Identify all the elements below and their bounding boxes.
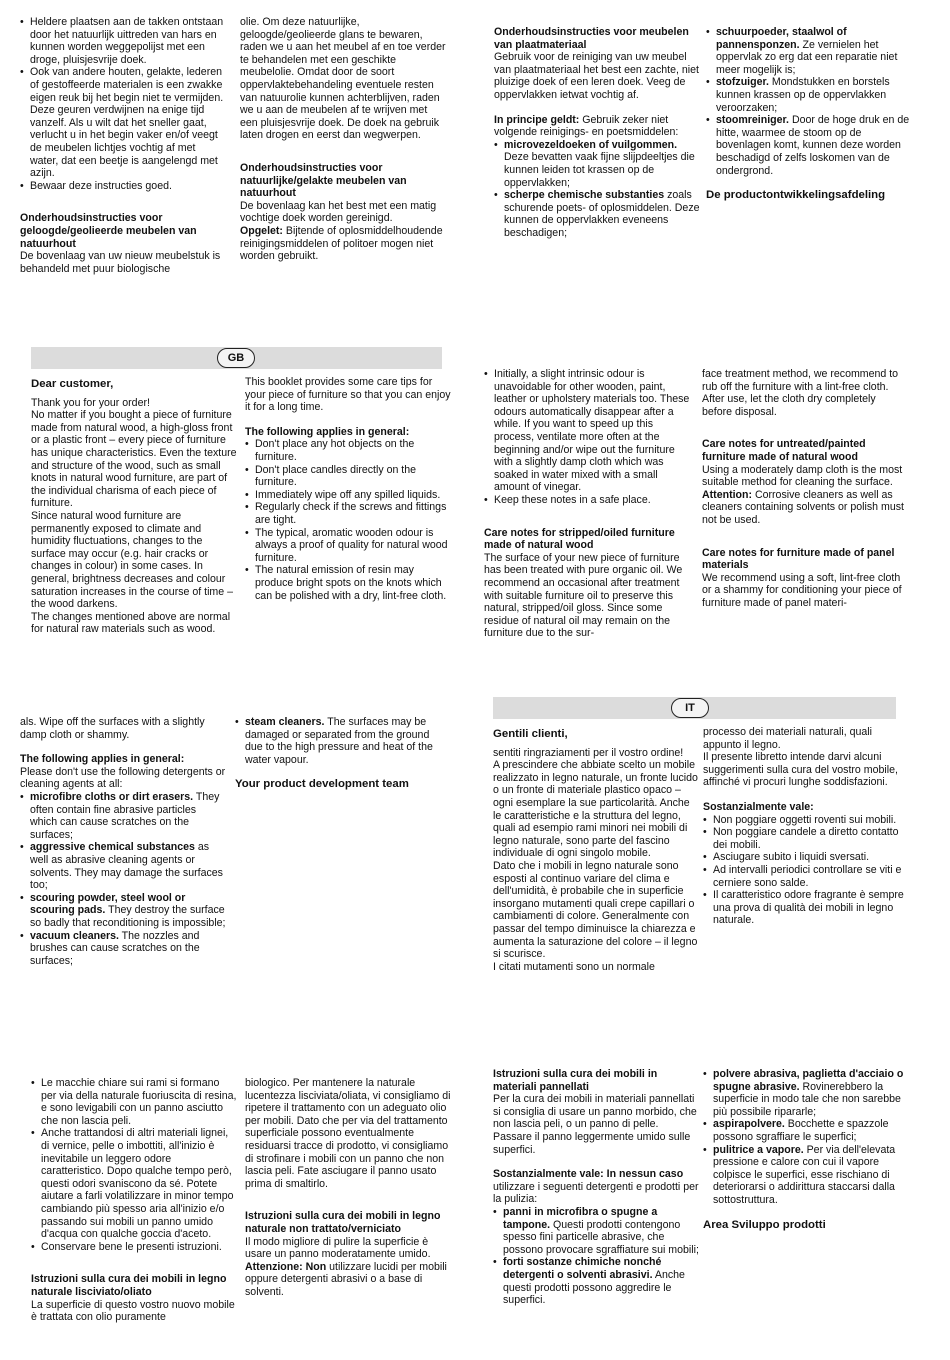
list-item-text: Keep these notes in a safe place.: [494, 493, 651, 506]
list-item-text: Conservare bene le presenti istruzioni.: [41, 1240, 222, 1253]
paragraph: Il presente libretto intende darvi alcuni suggerimenti sulla cura del vostro mobile, affinché vi procuri lunghe soddisfazioni.: [703, 751, 898, 789]
list-item-bold: steam cleaners.: [245, 716, 325, 728]
section-heading: Care notes for stripped/oiled furniture made of natural wood: [484, 526, 675, 552]
list-item-text: Ook van andere houten, gelakte, lederen of gestoffeerde materialen is een zwakke eigen reuk bij het begin niet te vermijden. Deze geuren verdwijnen na enige tijd vanzelf. Als u wilt dat het sneller gaat, verlucht u in het begin vaker en/of veegt de meubelen lichtjes vochtig af met water, dat een beetje is aangelengd met azijn.: [30, 66, 224, 180]
list-item-text: Le macchie chiare sui rami si formano per via della naturale fuoriuscita di resina, e sono levigabili con un panno asciutto che non lascia peli.: [41, 1077, 237, 1127]
list-item: [494, 139, 700, 189]
list-item-text: Anche questi prodotti possono aggredire le superfici.: [503, 1268, 685, 1307]
it-p3-col2: [703, 1068, 909, 1231]
section-heading: The following applies in general:: [245, 425, 410, 438]
list-item-text: The typical, aromatic wooden odour is always a proof of quality for natural wood furniture.: [255, 526, 448, 564]
paragraph-text: utilizzare i seguenti detergenti e prodotti per la pulizia:: [493, 1180, 699, 1206]
list-item: [20, 791, 226, 841]
section-heading: Onderhoudsinstructies voor natuurlijke/gelakte meubelen van natuurhout: [240, 161, 407, 200]
paragraph: sentiti ringraziamenti per il vostro ordine!: [493, 746, 684, 759]
paragraph: Please don't use the following detergents or cleaning agents at all:: [20, 765, 226, 791]
bullet-list: [20, 16, 226, 192]
list-item-text: Bewaar deze instructies goed.: [30, 179, 172, 192]
paragraph: This booklet provides some care tips for your piece of furniture so that you can enjoy it for a long time.: [245, 376, 451, 414]
list-item-bold: forti sostanze chimiche nonché detergenti o solventi abrasivi.: [503, 1256, 662, 1281]
spacer: [245, 1190, 451, 1210]
greeting: Gentili clienti,: [493, 728, 568, 740]
spacer: [703, 789, 909, 801]
list-item: [20, 16, 226, 66]
list-item-bold: stofzuiger.: [716, 76, 769, 89]
list-item: [706, 26, 912, 76]
list-item-text: Il caratteristico odore fragrante è sempre una prova di qualità dei mobili in legno naturale.: [713, 889, 904, 927]
list-item: [31, 1077, 237, 1127]
list-item-text: Non poggiare oggetti roventi sui mobili.: [713, 813, 897, 826]
bullet-list: [31, 1077, 237, 1253]
paragraph-bold: Opgelet:: [240, 224, 283, 237]
list-item-text: Deze bevatten vaak fijne slijpdeeltjes die kunnen leiden tot krassen op de oppervlakken;: [504, 151, 695, 189]
list-item: [245, 464, 451, 489]
list-item-text: The natural emission of resin may produce bright spots on the knots which can be polished with a dry, lint-free cloth.: [255, 564, 447, 602]
list-item-text: Don't place candles directly on the furniture.: [255, 463, 417, 489]
list-item-text: Heldere plaatsen aan de takken ontstaan door het natuurlijk uittreden van hars en kunnen worden weggepolijst met een droge, pluisjesvrije doek.: [30, 16, 224, 66]
paragraph: Per la cura dei mobili in materiali pannellati si consiglia di usare un panno morbido, che non lascia peli, o un panno di pelle. Passare il panno leggermente umido sulle superfici.: [493, 1093, 697, 1156]
paragraph: face treatment method, we recommend to rub off the furniture with a lint-free cloth. After use, let the cloth dry completely before disposal.: [702, 368, 899, 418]
paragraph-text: Corrosive cleaners as well as cleaners containing solvents or polish must not be used.: [702, 488, 904, 526]
spacer: [494, 102, 700, 114]
spacer: [702, 418, 908, 438]
gb-p1-col1: [31, 376, 237, 636]
paragraph-bold: In principe geldt:: [494, 113, 580, 126]
paragraph: De bovenlaag kan het best met een matig vochtige doek worden gereinigd.: [240, 199, 437, 225]
list-item: [20, 930, 226, 968]
gb-p3-col1: [20, 716, 226, 967]
list-item: [703, 826, 909, 851]
paragraph: Since natural wood furniture are permanently exposed to climate and humidity fluctuations, changes to the surface may occur (e.g. hair cracks or changes in colour) in some cases. In general, brightness decreases and colour saturation increases in the course of time – the wood darkens.: [31, 509, 233, 611]
list-item-text: Non poggiare candele a diretto contatto dei mobili.: [713, 826, 899, 851]
list-item: [494, 189, 700, 239]
it-p1-col2: [703, 726, 909, 927]
list-item: [484, 494, 690, 507]
list-item-text: Regularly check if the screws and fittings are tight.: [255, 501, 447, 526]
bullet-list: [20, 791, 226, 967]
paragraph-bold: Attenzione: Non: [245, 1260, 327, 1273]
list-item: [31, 1127, 237, 1240]
it-p2-col1: [31, 1077, 237, 1324]
list-item-text: Don't place any hot objects on the furniture.: [255, 438, 415, 463]
signature: De productontwikkelingsafdeling: [706, 189, 886, 202]
list-item: [20, 841, 226, 891]
list-item-bold: microvezeldoeken of vuilgommen.: [504, 138, 678, 151]
list-item-text: Questi prodotti contengono spesso fini particelle abrasive, che possono provocare sgraffiature sui mobili;: [503, 1218, 699, 1256]
it-p3-col1: [493, 1068, 699, 1307]
spacer: [31, 1253, 237, 1273]
list-item-bold: scherpe chemische substanties: [504, 189, 665, 202]
list-item: [703, 1068, 909, 1118]
nl-p2-col2: [706, 26, 912, 202]
section-heading: Istruzioni sulla cura dei mobili in materiali pannellati: [493, 1068, 658, 1093]
list-item-bold: scouring powder, steel wool or scouring pads.: [30, 891, 186, 917]
list-item: [245, 564, 451, 602]
list-item: [703, 814, 909, 827]
list-item-text: Bocchette e spazzole possono sgraffiare le superfici;: [713, 1118, 889, 1143]
spacer: [703, 1207, 909, 1219]
spacer: [706, 177, 912, 189]
paragraph: [240, 225, 446, 263]
section-heading: Onderhoudsinstructies voor meubelen van plaatmateriaal: [494, 26, 689, 51]
list-item-bold: aggressive chemical substances: [30, 841, 195, 854]
signature: Area Sviluppo prodotti: [703, 1218, 826, 1231]
list-item-text: Immediately wipe off any spilled liquids.: [255, 488, 441, 501]
gb-p2-col1: [484, 368, 690, 640]
list-item: [706, 114, 912, 177]
list-item-bold: stoomreiniger.: [716, 114, 789, 127]
section-heading: Care notes for furniture made of panel materials: [702, 546, 895, 572]
section-heading: Istruzioni sulla cura dei mobili in legno naturale lisciviato/oliato: [31, 1273, 227, 1298]
list-item: [493, 1256, 699, 1306]
paragraph: [245, 1261, 451, 1299]
list-item: [245, 438, 451, 463]
section-heading: Istruzioni sulla cura dei mobili in legno naturale non trattato/verniciato: [245, 1210, 441, 1235]
it-language-band: [493, 697, 896, 719]
list-item: [493, 1206, 699, 1256]
nl-p1-col2: [240, 16, 446, 263]
list-item-text: zoals schurende poets- of oplosmiddelen. Deze kunnen de oppervlakken eveneens beschadigen;: [504, 189, 700, 239]
paragraph: [494, 114, 700, 139]
spacer: [245, 414, 451, 426]
section-heading: The following applies in general:: [20, 753, 185, 766]
paragraph: No matter if you bought a piece of furniture made from natural wood, a high-gloss front or a plastic front – every piece of furniture has unique characteristics. Even the texture and structure of the wood, such as small knots in natural wood furniture, are part of the individual charisma of each piece of furniture.: [31, 409, 237, 510]
paragraph: Dato che i mobili in legno naturale sono esposti al continuo variare del clima e dell'umidità, è probabile che in superficie insorgano mutamenti quali crepe capillari o cambiamenti di colore. Generalmente con passar del tempo diminuisce la chiarezza e aumenta la saturazione del colore – il legno si scurisce.: [493, 859, 698, 961]
list-item: [703, 1118, 909, 1143]
spacer: [493, 1156, 699, 1168]
paragraph-bold: Attention:: [702, 488, 753, 501]
paragraph: I citati mutamenti sono un normale: [493, 960, 655, 973]
paragraph: The surface of your new piece of furniture has been treated with pure organic oil. We recommend an occasional after treatment with suitable furniture oil to preserve this natural, stripped/oil gloss. Since some residue of natural oil may remain on the furniture due to the sur-: [484, 551, 683, 640]
paragraph: olie. Om deze natuurlijke, geloogde/geolieerde glans te bewaren, raden we u aan het meubel af en toe verder te behandelen met een geschikte meubelolie. Omdat door de soort oppervlaktebehandeling eventuele resten van natuurolie kunnen achterblijven, raden we u aan de meubelen af te wrijven met een pluisjesvrije doek. De doek na gebruik laten drogen en eerst dan wegwerpen.: [240, 16, 446, 142]
list-item-text: The surfaces may be damaged or separated from the ground due to the high pressure and heat of the water vapour.: [245, 716, 433, 766]
list-item-text: Mondstukken en borstels kunnen krassen op de oppervlakken veroorzaken;: [716, 76, 890, 114]
nl-p1-col1: [20, 16, 226, 275]
section-heading: Care notes for untreated/painted furniture made of natural wood: [702, 438, 866, 463]
paragraph: De bovenlaag van uw nieuw meubelstuk is behandeld met puur biologische: [20, 250, 221, 275]
bullet-list: [706, 26, 912, 177]
bullet-list: [484, 368, 690, 507]
nl-p2-col1: [494, 26, 700, 240]
bullet-list: [494, 139, 700, 240]
list-item: [245, 501, 451, 526]
section-heading: Onderhoudsinstructies voor geloogde/geolieerde meubelen van natuurhout: [20, 212, 197, 250]
list-item-text: Door de hoge druk en de hitte, waarmee de stoom op de bovenlagen komt, kunnen deze worden beschadigd of zelfs loskomen van de ondergrond.: [716, 114, 910, 177]
list-item-text: Initially, a slight intrinsic odour is unavoidable for other wooden, paint, leather or upholstery materials too. These odours automatically disappear after a while. If you want to speed up this process, ventilate more often at the beginning and/or wipe out the furniture with a slightly damp cloth which was soaked in water mixed with a small amount of vinegar.: [494, 368, 690, 494]
list-item: [706, 76, 912, 114]
list-item-text: as well as abrasive cleaning agents or solvents. They may damage the surfaces too;: [30, 841, 223, 892]
paragraph-text: utilizzare lucidi per mobili oppure detergenti abrasivi o a base di solventi.: [245, 1260, 447, 1298]
paragraph: als. Wipe off the surfaces with a slightly damp cloth or shammy.: [20, 716, 205, 741]
signature: Your product development team: [235, 778, 409, 791]
list-item: [703, 889, 909, 927]
paragraph: The changes mentioned above are normal for natural raw materials such as wood.: [31, 610, 231, 636]
greeting: Dear customer,: [31, 378, 114, 390]
paragraph: A prescindere che abbiate scelto un mobile realizzato in legno naturale, un fronte lucido o un fronte di materiale plastico opaco – ogni esemplare la sue particolarità. Anche le caratteristiche e la struttura del legno, quali ad esempio rami minori nei mobili di legno naturale, sono parte del fascino individuale di ogni singolo mobile.: [493, 759, 698, 860]
list-item-bold: panni in microfibra o spugne a tampone.: [503, 1205, 658, 1231]
gb-language-band: [31, 347, 442, 369]
list-item: [703, 1144, 909, 1207]
gb-p3-col2: [235, 716, 441, 791]
list-item: [703, 864, 909, 889]
paragraph: We recommend using a soft, lint-free cloth or a shammy for conditioning your piece of furniture made of panel materi-: [702, 571, 902, 609]
list-item: [245, 489, 451, 502]
list-item-text: They destroy the surface so badly that reconditioning is impossible;: [30, 904, 226, 929]
list-item-bold: aspirapolvere.: [713, 1118, 785, 1131]
list-item-text: Anche trattandosi di altri materiali lignei, di vernice, pelle o imbottiti, all'inizio è inevitabile un leggero odore caratteristico. Dopo qualche tempo però, questi odori svaniscono da sé. Potete aiutare a farli volatilizzare in minor tempo cambiando più spesso aria all'inizio e/o passando sui mobili un panno umido d'acqua con qualche goccia d'aceto.: [41, 1127, 234, 1241]
paragraph: La superficie di questo vostro nuovo mobile è trattata con olio puramente: [31, 1298, 235, 1324]
list-item-text: Ze vernielen het oppervlak zo erg dat een reparatie niet meer mogelijk is;: [716, 38, 898, 76]
gb-language-badge: GB: [217, 348, 255, 368]
bullet-list: [703, 1068, 909, 1207]
list-item: [235, 716, 441, 766]
gb-p2-col2: [702, 368, 908, 610]
bullet-list: [245, 438, 451, 602]
list-item: [20, 66, 226, 179]
paragraph-bold: Sostanzialmente vale: In nessun caso: [493, 1168, 684, 1181]
paragraph-text: Bijtende of oplosmiddelhoudende reinigingsmiddelen of politoer mogen niet worden gebruikt.: [240, 224, 443, 263]
paragraph: Il modo migliore di pulire la superficie è usare un panno moderatamente umido.: [245, 1235, 431, 1261]
section-heading: Sostanzialmente vale:: [703, 800, 814, 813]
list-item-text: Ad intervalli periodici controllare se viti e cerniere sono salde.: [713, 863, 902, 889]
paragraph: [702, 489, 908, 527]
list-item-bold: pulitrice a vapore.: [713, 1143, 804, 1156]
list-item-text: Asciugare subito i liquidi sversati.: [713, 851, 870, 864]
paragraph: [493, 1168, 699, 1206]
spacer: [484, 507, 690, 527]
list-item: [20, 180, 226, 193]
spacer: [702, 527, 908, 547]
list-item-text: Rovinerebbero la superficie in modo tale che non sarebbe più possibile ripararle;: [713, 1080, 901, 1118]
paragraph-text: Gebruik zeker niet volgende reinigings- en poetsmiddelen:: [494, 113, 679, 139]
paragraph: biologico. Per mantenere la naturale lucentezza lisciviata/oliata, vi consigliamo di ripetere il trattamento con un adeguato olio per mobili. Dato che per via del trattamento superficiale possono eventualmente residuarsi tracce di prodotto, vi consigliamo di strofinare i mobili con un panno che non lascia peli. Fate asciugare il panno usato prima di smaltirlo.: [245, 1077, 451, 1190]
paragraph: Using a moderately damp cloth is the most suitable method for cleaning the surface.: [702, 463, 903, 489]
list-item-text: The nozzles and brushes can cause scratches on the surfaces;: [30, 929, 200, 967]
list-item: [245, 527, 451, 565]
list-item-bold: schuurpoeder, staalwol of pannensponzen.: [716, 26, 847, 51]
paragraph: Thank you for your order!: [31, 396, 150, 409]
list-item-bold: polvere abrasiva, paglietta d'acciaio o spugne abrasive.: [713, 1068, 904, 1093]
gb-p1-col2: [245, 376, 451, 602]
list-item: [703, 851, 909, 864]
paragraph: processo dei materiali naturali, quali appunto il legno.: [703, 726, 872, 751]
bullet-list: [703, 814, 909, 927]
list-item-text: They often contain fine abrasive particles which can cause scratches on the surfaces;: [30, 790, 220, 841]
list-item-bold: microfibre cloths or dirt erasers.: [30, 790, 194, 803]
list-item: [20, 892, 226, 930]
it-p1-col1: [493, 726, 699, 973]
it-p2-col2: [245, 1077, 451, 1299]
spacer: [235, 766, 441, 778]
list-item: [484, 368, 690, 494]
spacer: [20, 741, 226, 753]
list-item-bold: vacuum cleaners.: [30, 929, 119, 942]
paragraph: Gebruik voor de reiniging van uw meubel van plaatmateriaal het best een zachte, niet pluizige doek of een leren doek. Veeg de oppervlakken ietwat vochtig af.: [494, 51, 699, 101]
list-item: [31, 1241, 237, 1254]
bullet-list: [493, 1206, 699, 1307]
spacer: [240, 142, 446, 162]
bullet-list: [235, 716, 441, 766]
it-language-badge: IT: [671, 698, 709, 718]
list-item-text: Per via dell'elevata pressione e calore con cui il vapore colpisce le superfici, esse rischiano di deteriorarsi o addirittura staccarsi dalla sottostruttura.: [713, 1143, 896, 1206]
spacer: [20, 192, 226, 212]
